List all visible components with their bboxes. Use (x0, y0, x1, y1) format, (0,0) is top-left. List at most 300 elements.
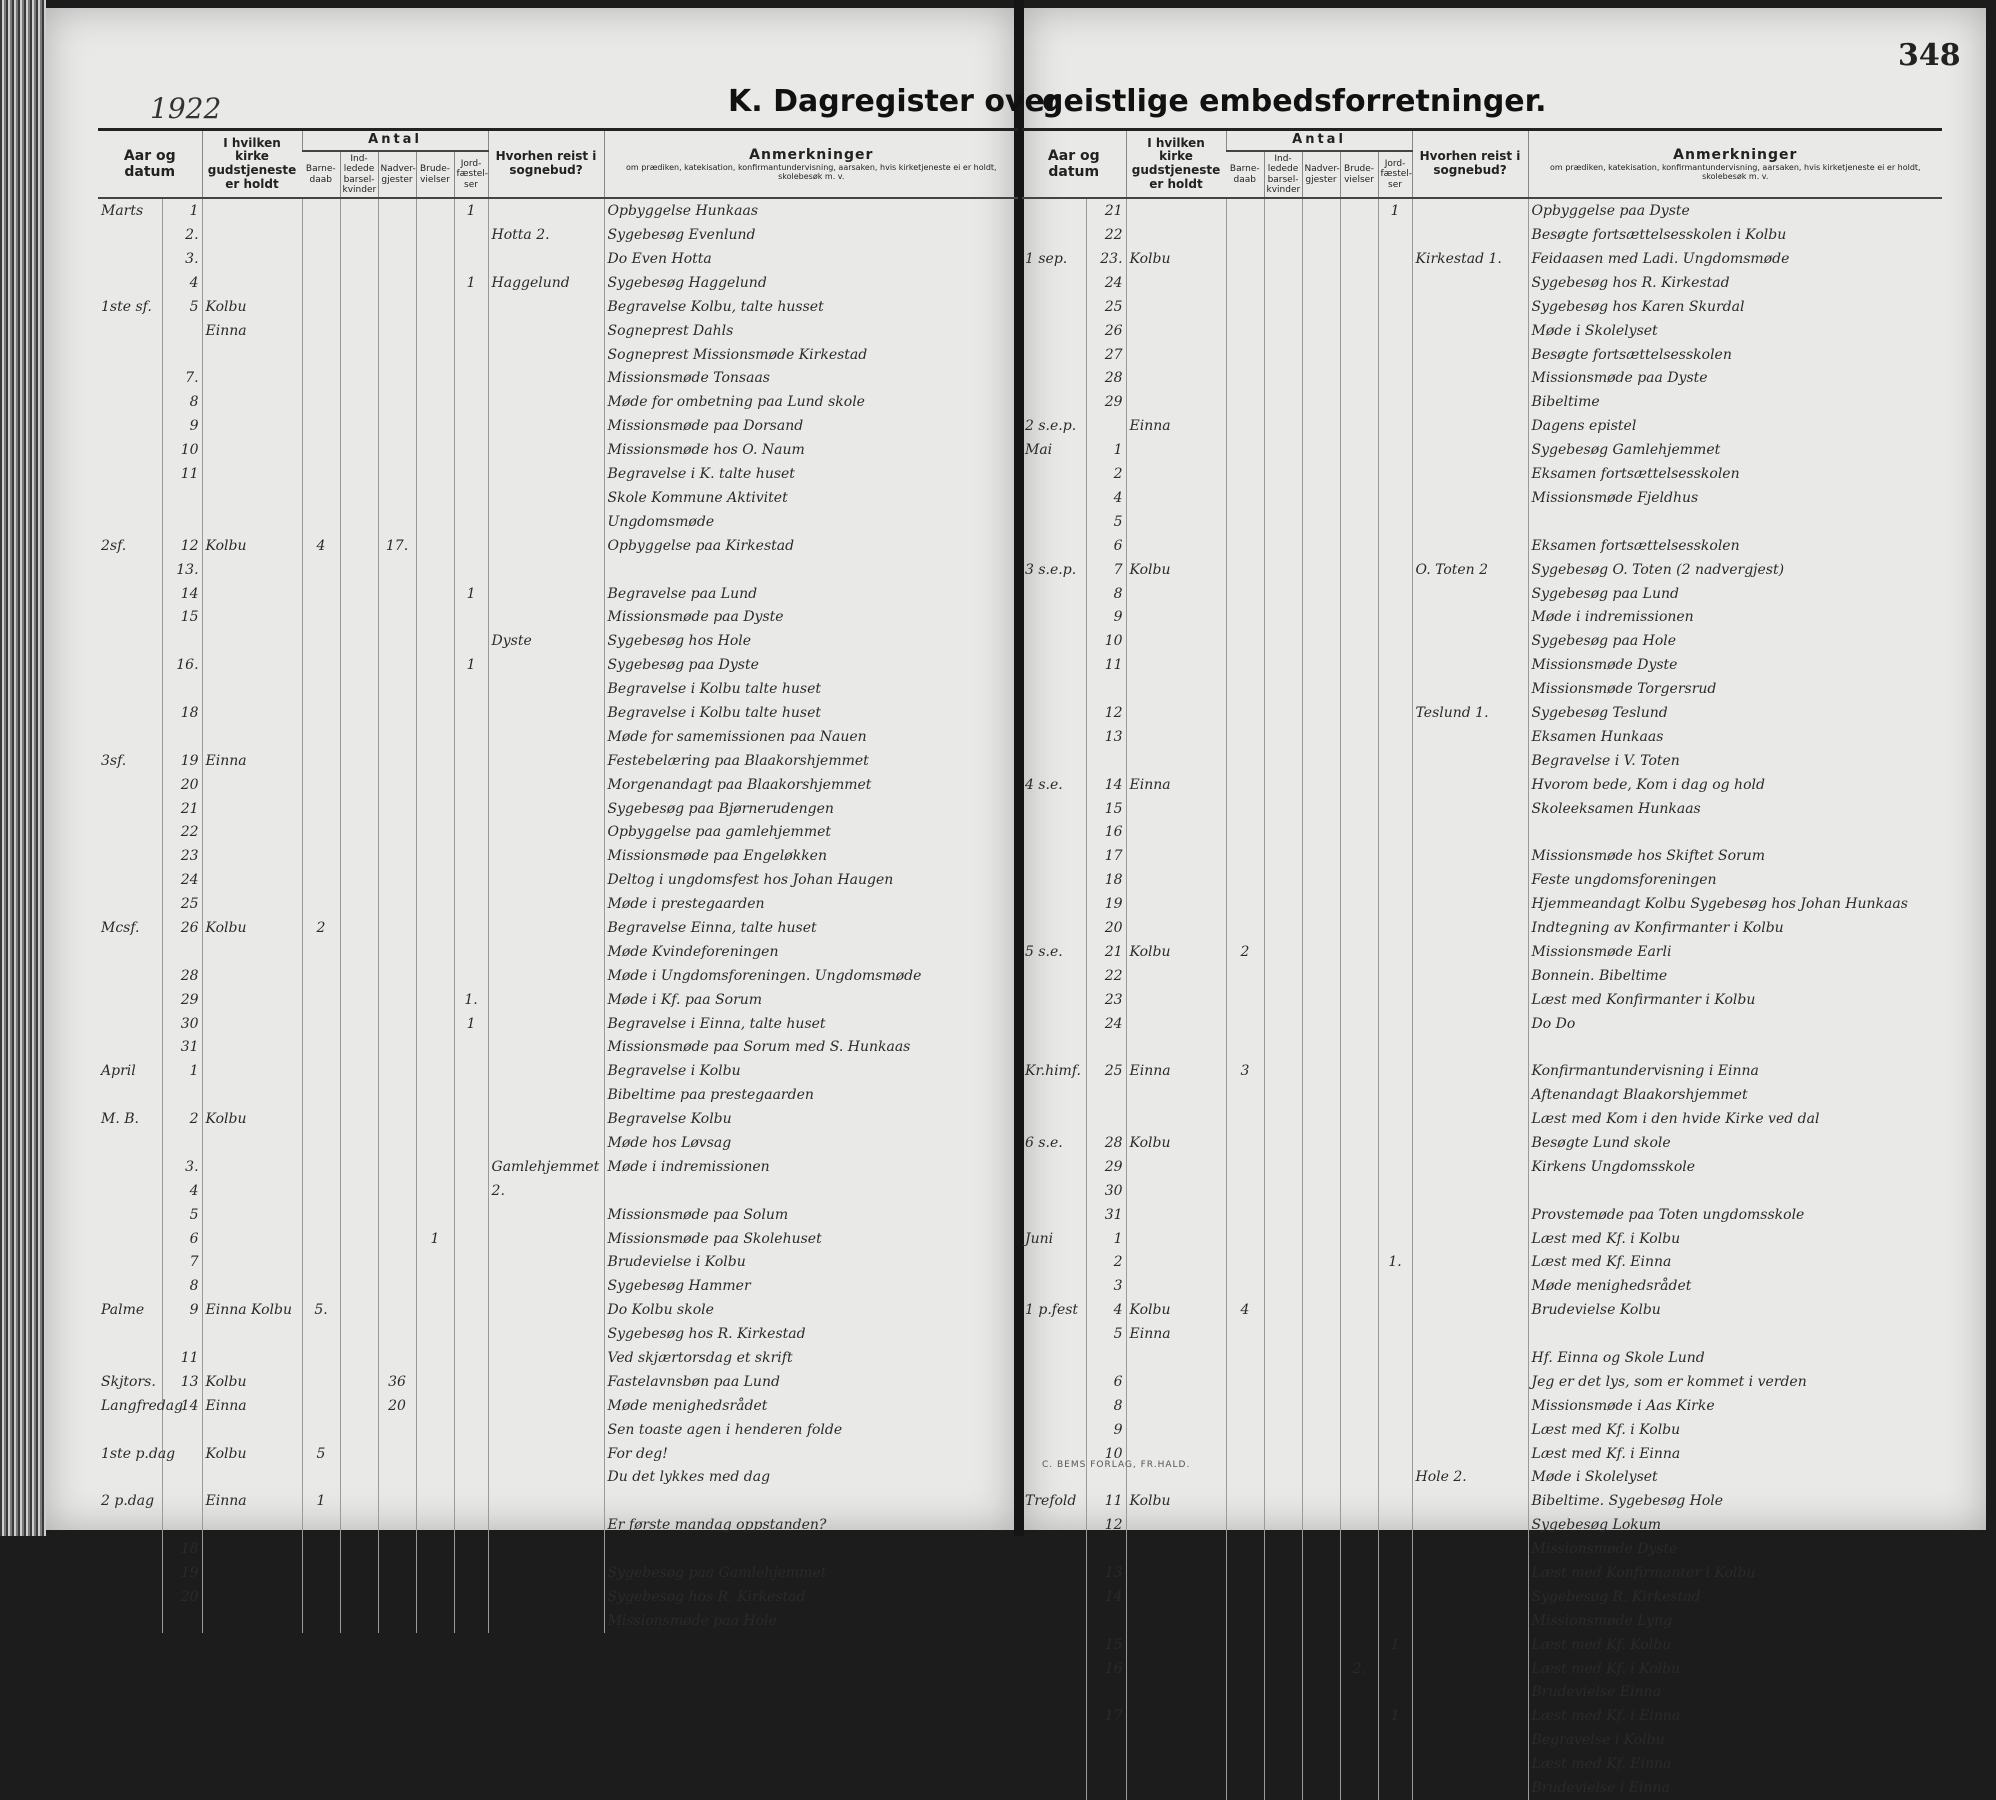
churching-cell (340, 605, 378, 629)
burials-cell (454, 462, 488, 486)
register-row (1022, 1155, 1942, 1179)
register-row (98, 773, 1018, 797)
church-cell: Kolbu (202, 1442, 302, 1466)
travel-cell (488, 820, 604, 844)
date-label-cell (98, 1227, 162, 1251)
travel-cell (1412, 1370, 1528, 1394)
date-label-cell (1022, 677, 1086, 701)
register-row (1022, 1227, 1942, 1251)
register-row (98, 390, 1018, 414)
burials-cell (454, 1179, 488, 1203)
register-row (98, 1585, 1018, 1609)
day-cell (1086, 1107, 1126, 1131)
baptisms-cell: 2 (302, 916, 340, 940)
remark-cell: Jeg er det lys, som er kommet i verden (1528, 1370, 1942, 1394)
weddings-cell (416, 343, 454, 367)
churching-cell (340, 1609, 378, 1633)
communicants-cell (1302, 797, 1340, 821)
remark-cell: Sygebesøg Lokum (1528, 1513, 1942, 1537)
date-label-cell: Langfredag (101, 1397, 184, 1414)
register-row (98, 677, 1018, 701)
church-cell (1126, 868, 1226, 892)
churching-cell (340, 1537, 378, 1561)
day-cell (1086, 1035, 1126, 1059)
burials-cell (1378, 1418, 1412, 1442)
remark-cell: Brudevielse i Kolbu (604, 1251, 1018, 1275)
baptisms-cell (1226, 247, 1264, 271)
register-row (1022, 1251, 1942, 1275)
register-row (98, 1489, 1018, 1513)
register-row (1022, 1418, 1942, 1442)
church-cell (202, 1083, 302, 1107)
communicants-cell (1302, 271, 1340, 295)
communicants-cell (1302, 1227, 1340, 1251)
baptisms-cell (1226, 1537, 1264, 1561)
remark-cell: Missionsmøde paa Dyste (1528, 367, 1942, 391)
baptisms-cell (1226, 1704, 1264, 1728)
day-cell (1086, 1609, 1126, 1633)
register-row (1022, 1513, 1942, 1537)
travel-cell (1412, 1704, 1528, 1728)
travel-cell (1412, 486, 1528, 510)
communicants-cell (378, 1012, 416, 1036)
communicants-cell (378, 558, 416, 582)
remark-cell: Opbyggelse Hunkaas (604, 198, 1018, 223)
travel-cell (488, 1418, 604, 1442)
baptisms-cell (302, 247, 340, 271)
register-row (1022, 534, 1942, 558)
weddings-cell (1340, 1059, 1378, 1083)
travel-cell (1412, 367, 1528, 391)
communicants-cell (1302, 1442, 1340, 1466)
burials-cell (1378, 438, 1412, 462)
register-row (1022, 773, 1942, 797)
burials-cell (454, 1561, 488, 1585)
burials-cell (454, 725, 488, 749)
burials-cell (1378, 1537, 1412, 1561)
register-row (98, 1394, 1018, 1418)
register-row (98, 343, 1018, 367)
baptisms-cell (302, 892, 340, 916)
travel-cell (1412, 749, 1528, 773)
register-row (1022, 1131, 1942, 1155)
date-label-cell (1022, 916, 1086, 940)
remark-cell: For deg! (604, 1442, 1018, 1466)
communicants-cell (1302, 653, 1340, 677)
communicants-cell (1302, 1776, 1340, 1800)
remark-cell: Sygebesøg hos R. Kirkestad (604, 1585, 1018, 1609)
register-row (1022, 1489, 1942, 1513)
baptisms-cell (302, 1155, 340, 1179)
church-cell (1126, 271, 1226, 295)
remark-cell: Provstemøde paa Toten ungdomsskole (1528, 1203, 1942, 1227)
day-cell: 26 (1086, 319, 1126, 343)
date-label-cell (1022, 367, 1086, 391)
date-label-cell (98, 1083, 162, 1107)
register-row (98, 271, 1018, 295)
register-row (98, 1466, 1018, 1490)
remark-cell: Møde i indremissionen (604, 1155, 1018, 1179)
register-row (98, 1012, 1018, 1036)
churching-cell (1264, 988, 1302, 1012)
date-label-cell (1022, 343, 1086, 367)
churching-cell (1264, 701, 1302, 725)
church-cell (1126, 1394, 1226, 1418)
communicants-cell (1302, 223, 1340, 247)
day-cell: 9 (1086, 605, 1126, 629)
weddings-cell (1340, 988, 1378, 1012)
day-cell (1086, 1537, 1126, 1561)
date-label-cell (1022, 749, 1086, 773)
remark-cell: Sygebesøg paa Dyste (604, 653, 1018, 677)
day-cell: 12 (1086, 701, 1126, 725)
communicants-cell (1302, 1131, 1340, 1155)
date-label-cell (98, 1513, 162, 1537)
church-cell (202, 1418, 302, 1442)
register-row (1022, 390, 1942, 414)
travel-cell: Haggelund (488, 271, 604, 295)
baptisms-cell (1226, 462, 1264, 486)
remark-cell: Læst med Kf. i Einna (1528, 1442, 1942, 1466)
weddings-cell (1340, 319, 1378, 343)
remark-cell: Missionsmøde paa Dyste (604, 605, 1018, 629)
burials-cell (454, 797, 488, 821)
travel-cell (1412, 844, 1528, 868)
travel-cell (1412, 1274, 1528, 1298)
burials-cell (454, 1466, 488, 1490)
communicants-cell (378, 868, 416, 892)
church-cell (1126, 1561, 1226, 1585)
weddings-cell (416, 1513, 454, 1537)
remark-cell: Missionsmøde i Aas Kirke (1528, 1394, 1942, 1418)
date-label-cell (98, 1609, 162, 1633)
remark-cell: Missionsmøde hos Skiftet Sorum (1528, 844, 1942, 868)
remark-cell: Begravelse Kolbu, talte husset (604, 295, 1018, 319)
weddings-cell (1340, 1370, 1378, 1394)
remark-cell: Opbyggelse paa gamlehjemmet (604, 820, 1018, 844)
travel-cell (1412, 1657, 1528, 1681)
burials-cell (454, 319, 488, 343)
date-label-cell (98, 868, 162, 892)
church-cell (1126, 1585, 1226, 1609)
day-cell: 19 (162, 749, 202, 773)
church-cell (202, 343, 302, 367)
church-cell (1126, 1274, 1226, 1298)
baptisms-cell (1226, 677, 1264, 701)
church-cell: Einna (202, 1394, 302, 1418)
burials-cell (1378, 1227, 1412, 1251)
date-label-cell (1022, 1681, 1086, 1705)
remark-cell: Sygebesøg R. Kirkestad (1528, 1585, 1942, 1609)
register-row (1022, 1370, 1942, 1394)
weddings-cell (416, 797, 454, 821)
register-row (1022, 1561, 1942, 1585)
travel-cell (488, 486, 604, 510)
register-row (1022, 319, 1942, 343)
day-cell: 26 (162, 916, 202, 940)
communicants-cell (378, 390, 416, 414)
churching-cell (340, 1394, 378, 1418)
travel-cell (1412, 198, 1528, 223)
communicants-cell (1302, 1155, 1340, 1179)
day-cell: 31 (162, 1035, 202, 1059)
day-cell: 16 (1086, 820, 1126, 844)
churching-cell (340, 916, 378, 940)
day-cell (1086, 414, 1126, 438)
remark-cell: Sygebesøg hos Karen Skurdal (1528, 295, 1942, 319)
churching-cell (1264, 462, 1302, 486)
weddings-cell (1340, 295, 1378, 319)
remark-cell: Feste ungdomsforeningen (1528, 868, 1942, 892)
day-cell: 4 (1086, 1298, 1126, 1322)
weddings-cell (416, 1035, 454, 1059)
register-row (98, 1227, 1018, 1251)
day-cell: 1 (1086, 1227, 1126, 1251)
travel-cell: Kirkestad 1. (1412, 247, 1528, 271)
baptisms-cell (302, 223, 340, 247)
communicants-cell (378, 319, 416, 343)
travel-cell (1412, 1083, 1528, 1107)
baptisms-cell (302, 1537, 340, 1561)
col-communicants: Nadver-gjester (1302, 151, 1340, 198)
remark-cell: Møde menighedsrådet (604, 1394, 1018, 1418)
day-cell: 28 (1086, 1131, 1126, 1155)
weddings-cell (416, 629, 454, 653)
register-row (1022, 295, 1942, 319)
burials-cell (454, 964, 488, 988)
communicants-cell (378, 701, 416, 725)
communicants-cell (1302, 414, 1340, 438)
burials-cell (1378, 319, 1412, 343)
communicants-cell (378, 629, 416, 653)
travel-cell (488, 319, 604, 343)
church-cell (1126, 510, 1226, 534)
church-cell (1126, 1370, 1226, 1394)
communicants-cell (378, 1585, 416, 1609)
church-cell: Kolbu (202, 534, 302, 558)
burials-cell (1378, 868, 1412, 892)
baptisms-cell (1226, 414, 1264, 438)
churching-cell (1264, 582, 1302, 606)
date-label-cell (1022, 701, 1086, 725)
weddings-cell: 2. (1340, 1657, 1378, 1681)
burials-cell (454, 1274, 488, 1298)
weddings-cell (416, 582, 454, 606)
burials-cell (454, 1489, 488, 1513)
church-cell (202, 1179, 302, 1203)
day-cell: 24 (1086, 1012, 1126, 1036)
day-cell: 23 (162, 844, 202, 868)
churching-cell (340, 390, 378, 414)
burials-cell (454, 367, 488, 391)
date-label-cell: 1ste p.dag (101, 1445, 176, 1462)
day-cell: 2. (162, 223, 202, 247)
church-cell: Einna (1126, 1059, 1226, 1083)
churching-cell (1264, 629, 1302, 653)
burials-cell (1378, 797, 1412, 821)
baptisms-cell (1226, 892, 1264, 916)
register-row (98, 223, 1018, 247)
travel-cell (488, 844, 604, 868)
register-row (98, 1274, 1018, 1298)
register-row (1022, 1681, 1942, 1705)
travel-cell (488, 367, 604, 391)
churching-cell (1264, 1537, 1302, 1561)
churching-cell (1264, 198, 1302, 223)
day-cell (1086, 1752, 1126, 1776)
register-row (1022, 1609, 1942, 1633)
communicants-cell (1302, 1083, 1340, 1107)
churching-cell (340, 773, 378, 797)
communicants-cell (1302, 1728, 1340, 1752)
day-cell (162, 343, 202, 367)
churching-cell (1264, 558, 1302, 582)
date-label-cell (1022, 510, 1086, 534)
church-cell (1126, 988, 1226, 1012)
baptisms-cell (1226, 1179, 1264, 1203)
church-cell: Kolbu (1126, 247, 1226, 271)
church-cell (202, 390, 302, 414)
communicants-cell (1302, 725, 1340, 749)
church-cell (202, 629, 302, 653)
baptisms-cell (1226, 1394, 1264, 1418)
weddings-cell (416, 988, 454, 1012)
churching-cell (1264, 414, 1302, 438)
remark-cell (604, 1179, 1018, 1203)
travel-cell (1412, 534, 1528, 558)
weddings-cell (1340, 198, 1378, 223)
weddings-cell (416, 773, 454, 797)
burials-cell: 1 (1378, 1704, 1412, 1728)
churching-cell (340, 1083, 378, 1107)
remark-cell (1528, 820, 1942, 844)
remark-cell: Sygebesøg Haggelund (604, 271, 1018, 295)
remark-cell: Bibeltime paa prestegaarden (604, 1083, 1018, 1107)
date-label-cell (98, 510, 162, 534)
register-row (98, 438, 1018, 462)
remarks-title: Anmerkninger (1673, 146, 1798, 163)
travel-cell (488, 1251, 604, 1275)
travel-cell (1412, 223, 1528, 247)
date-label-cell (98, 1203, 162, 1227)
communicants-cell (1302, 1489, 1340, 1513)
date-label-cell: Marts (101, 203, 144, 220)
travel-cell (488, 1561, 604, 1585)
communicants-cell (1302, 319, 1340, 343)
day-cell: 4 (1086, 486, 1126, 510)
church-cell (1126, 797, 1226, 821)
register-row (98, 1537, 1018, 1561)
baptisms-cell (1226, 271, 1264, 295)
travel-cell (1412, 1227, 1528, 1251)
date-label-cell (98, 701, 162, 725)
travel-cell: Teslund 1. (1412, 701, 1528, 725)
remark-cell: Møde i Skolelyset (1528, 1466, 1942, 1490)
baptisms-cell (1226, 1681, 1264, 1705)
burials-cell (1378, 1083, 1412, 1107)
baptisms-cell (1226, 1776, 1264, 1800)
church-cell (202, 367, 302, 391)
date-label-cell (1022, 1251, 1086, 1275)
baptisms-cell (302, 605, 340, 629)
col-communicants: Nadver-gjester (378, 151, 416, 198)
register-row (1022, 1035, 1942, 1059)
date-label-cell (98, 1537, 162, 1561)
register-row (98, 1179, 1018, 1203)
weddings-cell (416, 1346, 454, 1370)
burials-cell: 1 (454, 1012, 488, 1036)
remark-cell: Bibeltime. Sygebesøg Hole (1528, 1489, 1942, 1513)
day-cell: 11 (1086, 1489, 1126, 1513)
churching-cell (1264, 1704, 1302, 1728)
date-label-cell (1022, 629, 1086, 653)
churching-cell (340, 1466, 378, 1490)
communicants-cell (1302, 1107, 1340, 1131)
travel-cell (488, 510, 604, 534)
weddings-cell (416, 295, 454, 319)
date-label-cell: Mcsf. (101, 919, 140, 936)
baptisms-cell (302, 868, 340, 892)
remark-cell: Sygebesøg hos R. Kirkestad (604, 1322, 1018, 1346)
remark-cell: Besøgte fortsættelsesskolen i Kolbu (1528, 223, 1942, 247)
date-label-cell: 6 s.e. (1025, 1134, 1063, 1151)
burials-cell (1378, 1179, 1412, 1203)
col-antal: Antal (302, 130, 488, 151)
travel-cell (1412, 1418, 1528, 1442)
weddings-cell (416, 1609, 454, 1633)
weddings-cell (416, 319, 454, 343)
weddings-cell (1340, 892, 1378, 916)
burials-cell (454, 1203, 488, 1227)
baptisms-cell (1226, 749, 1264, 773)
communicants-cell (378, 940, 416, 964)
register-row (1022, 1752, 1942, 1776)
burials-cell (1378, 1561, 1412, 1585)
communicants-cell (378, 462, 416, 486)
communicants-cell (1302, 390, 1340, 414)
churching-cell (1264, 1012, 1302, 1036)
church-cell (1126, 653, 1226, 677)
baptisms-cell (302, 271, 340, 295)
baptisms-cell (1226, 1322, 1264, 1346)
weddings-cell: 1 (416, 1227, 454, 1251)
register-row (98, 1251, 1018, 1275)
churching-cell (340, 1298, 378, 1322)
weddings-cell (416, 414, 454, 438)
day-cell: 20 (162, 773, 202, 797)
burials-cell (454, 1418, 488, 1442)
communicants-cell (1302, 1274, 1340, 1298)
churching-cell (340, 319, 378, 343)
weddings-cell (1340, 582, 1378, 606)
travel-cell (1412, 1394, 1528, 1418)
church-cell (1126, 820, 1226, 844)
remarks-note: om prædiken, katekisation, konfirmantundervisning, aarsaken, hvis kirketjeneste ei er holdt, skolebesøk m. v. (625, 163, 997, 182)
baptisms-cell (1226, 773, 1264, 797)
church-cell (202, 414, 302, 438)
church-cell: Kolbu (1126, 558, 1226, 582)
day-cell: 10 (162, 438, 202, 462)
register-row (1022, 198, 1942, 223)
remark-cell: Besøgte Lund skole (1528, 1131, 1942, 1155)
remark-cell: Skole Kommune Aktivitet (604, 486, 1018, 510)
baptisms-cell (302, 1561, 340, 1585)
weddings-cell (1340, 486, 1378, 510)
register-row (1022, 725, 1942, 749)
travel-cell (1412, 1537, 1528, 1561)
communicants-cell (378, 773, 416, 797)
communicants-cell (1302, 198, 1340, 223)
